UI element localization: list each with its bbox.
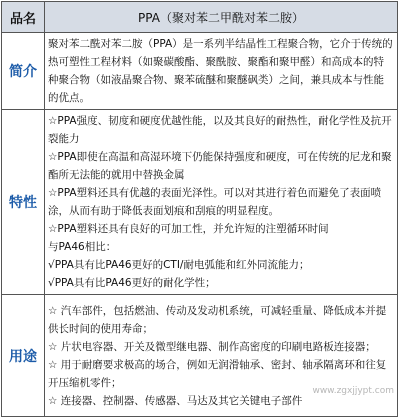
row-applications xyxy=(2,295,398,417)
feature-line: ☆PPA即使在高温和高湿环境下仍能保持强度和硬度，可在传统的尼龙和聚酯所无法能的就用中替换金属 xyxy=(48,151,392,181)
feature-line: √PPA具有比PA46更好的CTI/耐电弧能和红外同流能力； xyxy=(48,259,310,271)
watermark: www.zgxjjypt.com xyxy=(312,386,394,396)
application-line: ☆ 用于耐磨要求极高的场合，例如无润滑轴承、密封、轴承隔离环和往复开压缩机零件； xyxy=(48,358,387,389)
application-line: ☆ 片状电容器、开关及微型继电器、制作高密度的印刷电路板连接器； xyxy=(48,340,376,353)
intro-content xyxy=(45,33,398,110)
application-line: ☆ 汽车部件，包括燃油、传动及发动机系统，可减轻重量、降低成本并提供长时间的使用寿命； xyxy=(48,304,387,335)
application-line: ☆ 连接器、控制器、传感器、马达及其它关键电子部件 xyxy=(48,394,303,407)
features-content xyxy=(45,110,398,295)
intro-line: 聚对苯二酰对苯二胺（PPA）是一系列半结晶性工程聚合物，它介于传统的热可塑性工程材料（如聚碳酸酯、聚酰胺、聚酯和聚甲醛）和高成本的特种聚合物（如液晶聚合物、聚苯硫醚和聚醚砜类）之间，兼具成本与性能的优点。 xyxy=(48,38,393,104)
applications-content xyxy=(45,295,398,417)
row-intro xyxy=(2,33,398,110)
row-features xyxy=(2,110,398,295)
header-col-label: 品名 xyxy=(2,2,45,33)
feature-line: ☆PPA塑料还具有良好的可加工性，并允许短的注塑循环时间 xyxy=(48,223,329,235)
row-label-applications: 用途 xyxy=(2,295,45,417)
feature-line: √PPA具有比PA46更好的耐化学性； xyxy=(48,277,216,289)
feature-line: ☆PPA强度、韧度和硬度优越性能，以及其良好的耐热性，耐化学性及抗开裂能力 xyxy=(48,115,392,145)
product-title: PPA（聚对苯二甲酰对苯二胺） xyxy=(45,2,398,33)
row-label-intro: 简介 xyxy=(2,33,45,110)
feature-line: ☆PPA塑料还具有优越的表面光泽性。可以对其进行着色而避免了表面喷涂，从而有助于降低表面划痕和刮痕的明显程度。 xyxy=(48,187,382,217)
product-info-table xyxy=(1,1,398,417)
feature-line: 与PA46相比： xyxy=(48,241,117,253)
row-label-features: 特性 xyxy=(2,110,45,295)
header-row xyxy=(2,2,398,33)
